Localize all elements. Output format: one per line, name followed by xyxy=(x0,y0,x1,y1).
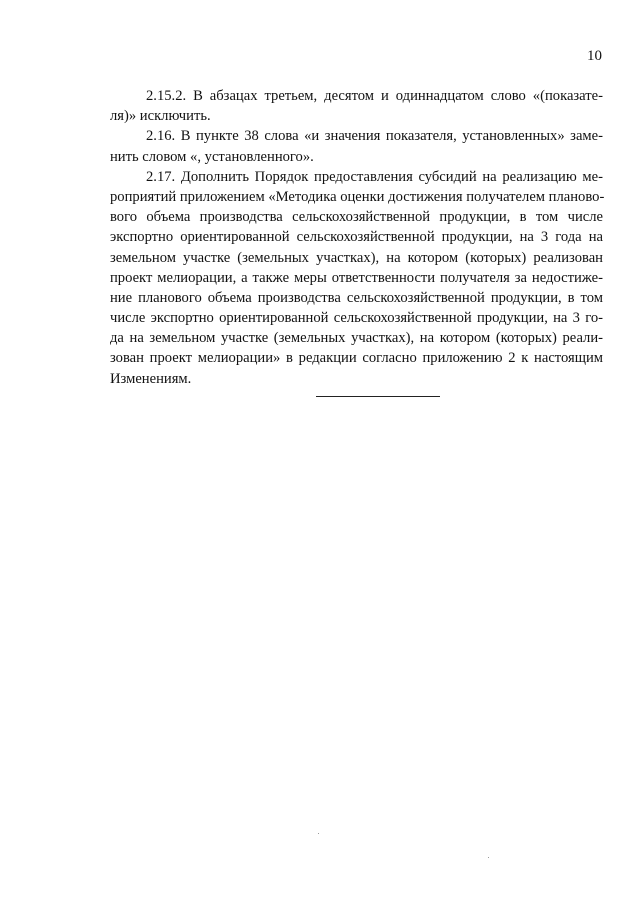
paragraph-2-17-line-1: 2.17. Дополнить Порядок предоставления субсидий на реализацию ме- xyxy=(146,168,603,185)
paragraph-2-17-line-8: числе экспортно ориентированной сельскохозяйственной продукции, на 3 го- xyxy=(110,310,603,327)
end-separator-line xyxy=(316,396,440,397)
paragraph-2-17-line-9: да на земельном участке (земельных участках), на котором (которых) реали- xyxy=(110,330,603,347)
page-number: 10 xyxy=(587,48,602,64)
paragraph-2-15-2-line-1: 2.15.2. В абзацах третьем, десятом и одиннадцатом слово «(показате- xyxy=(146,88,603,104)
paragraph-2-17-line-5: земельном участке (земельных участках), на котором (которых) реализован xyxy=(110,249,603,266)
paragraph-2-15-2-line-2: ля)» исключить. xyxy=(110,108,211,125)
paragraph-2-17-line-3: вого объема производства сельскохозяйственной продукции, в том числе xyxy=(110,209,603,226)
scan-speck xyxy=(488,857,489,858)
paragraph-2-17-line-11: Изменениям. xyxy=(110,370,192,387)
paragraph-2-17-line-4: экспортно ориентированной сельскохозяйственной продукции, на 3 года на xyxy=(110,229,603,246)
paragraph-2-17-line-6: проект мелиорации, а также меры ответственности получателя за недостиже- xyxy=(110,269,603,286)
paragraph-2-17-line-7: ние планового объема производства сельскохозяйственной продукции, в том xyxy=(110,289,603,306)
paragraph-2-16-line-2: нить словом «, установленного». xyxy=(110,148,314,165)
paragraph-2-16-line-1: 2.16. В пункте 38 слова «и значения показателя, установленных» заме- xyxy=(146,128,603,145)
paragraph-2-17-line-2: роприятий приложением «Методика оценки достижения получателем планово- xyxy=(110,188,605,205)
document-body xyxy=(110,86,603,389)
scan-speck xyxy=(318,833,319,834)
paragraph-2-17-line-10: зован проект мелиорации» в редакции согласно приложению 2 к настоящим xyxy=(110,350,603,367)
